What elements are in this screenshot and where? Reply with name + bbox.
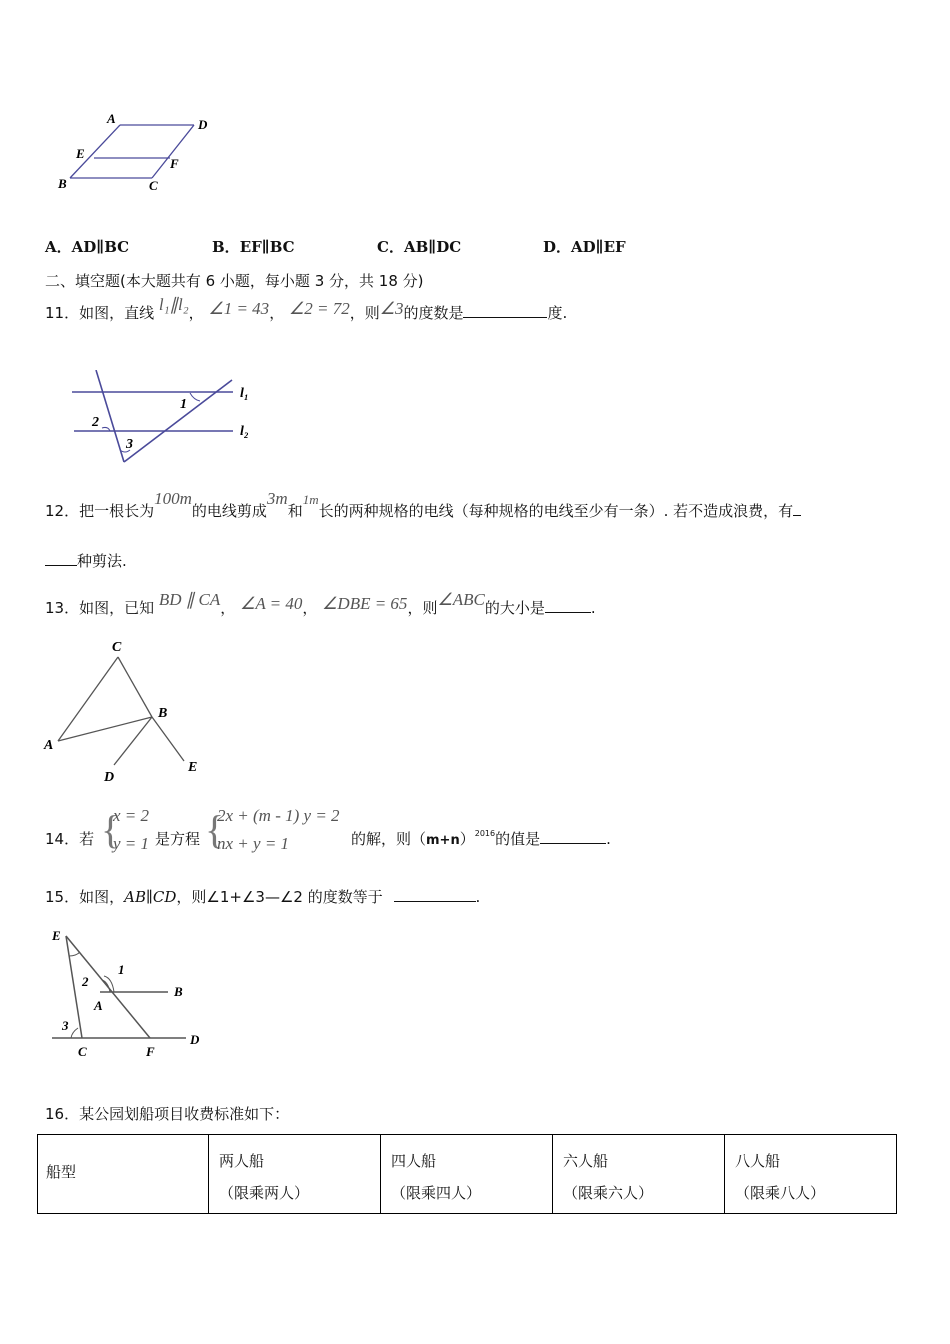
figure-q10-parallelogram [52, 110, 222, 200]
table-header-cell: 船型 [38, 1135, 209, 1214]
label-3: 3 [62, 1018, 69, 1033]
q13-answer-blank[interactable] [545, 598, 591, 613]
section-2-header: 二、填空题(本大题共有 6 小题，每小题 3 分，共 18 分) [45, 272, 424, 290]
label-1: 1 [118, 962, 125, 977]
segment-be [152, 717, 184, 761]
figure-q13-triangle [40, 635, 220, 785]
label-d: D [104, 770, 115, 785]
table-cell-four-person: 四人船 （限乘四人） [381, 1135, 553, 1214]
angle-1-arc [190, 393, 200, 401]
q14-answer-blank[interactable] [540, 829, 606, 844]
q14-m-plus-n: m+n [426, 833, 460, 848]
transversal-left [96, 370, 124, 462]
q14-system1-eq2: y = 1 [113, 834, 150, 853]
q12-math-3m: 3m [266, 489, 288, 508]
q11-prefix: 如图，直线 [79, 304, 155, 322]
q13-math-angle-abc: ∠ABC [437, 590, 485, 609]
table-cell-eight-person: 八人船 （限乘八人） [725, 1135, 897, 1214]
q13-math-parallel: BD ∥ CA [158, 590, 221, 609]
label-2: 2 [82, 974, 89, 989]
label-angle-1: 1 [180, 397, 187, 412]
label-a: A [44, 738, 54, 753]
q14-system1-eq1: x = 2 [113, 806, 150, 825]
label-f: F [146, 1044, 155, 1059]
q11-number: 11． [45, 304, 80, 322]
label-c: C [112, 640, 122, 655]
q14-exponent: 2016 [474, 829, 496, 838]
segment-bd [114, 717, 152, 765]
q10-option-d: D．AD∥EF [543, 238, 626, 256]
q13-math-angle-a: ∠A = 40 [240, 594, 303, 613]
q12-math-100m: 100m [154, 489, 192, 508]
q10-option-c: C．AB∥DC [377, 238, 462, 256]
label-angle-2: 2 [92, 415, 99, 430]
question-14: 14．若 { x = 2 y = 1 是方程 { 2x + (m - 1) y = 2 nx + y = 1 的解，则$(m+n)^{2016}$的值是 . [45, 806, 611, 853]
q11-math-angle1: ∠1 = 43 [208, 299, 270, 318]
segment-ef [66, 936, 150, 1038]
figure-q11-parallel-lines [68, 370, 268, 470]
q10-option-b: B．EF∥BC [212, 238, 295, 256]
label-l1: l₁ [240, 386, 249, 401]
q12-answer-blank-part1[interactable] [793, 501, 801, 516]
question-11: 11．如图，直线 l₁∥l₂， ∠1 = 43， ∠2 = 72，则∠3的度数是 度. [45, 295, 568, 322]
label-a: A [94, 998, 103, 1013]
label-e: E [52, 928, 61, 943]
q14-system2-eq1: 2x + (m - 1) y = 2 [217, 806, 340, 825]
label-b: B [58, 176, 67, 191]
label-d: D [190, 1032, 200, 1047]
boat-fee-table [37, 1134, 897, 1214]
table-row [38, 1135, 897, 1214]
question-15: 15．如图，AB∥CD，则∠1+∠3—∠2 的度数等于 . [45, 888, 481, 906]
q13-math-angle-dbe: ∠DBE = 65 [322, 594, 408, 613]
label-b: B [174, 984, 183, 999]
label-angle-3: 3 [126, 437, 133, 452]
label-l2: l₂ [240, 424, 249, 439]
label-e: E [76, 146, 85, 161]
label-b: B [158, 706, 168, 721]
q14-system2-eq2: nx + y = 1 [217, 834, 290, 853]
q11-math-parallel: l₁∥l₂ [158, 295, 189, 314]
table-cell-two-person: 两人船 （限乘两人） [209, 1135, 381, 1214]
q11-math-angle2: ∠2 = 72 [288, 299, 350, 318]
q12-answer-blank-part2[interactable] [45, 551, 77, 566]
q15-answer-blank[interactable] [394, 887, 476, 902]
label-e: E [188, 760, 198, 775]
table-cell-six-person: 六人船 （限乘六人） [553, 1135, 725, 1214]
label-c: C [78, 1044, 87, 1059]
q11-answer-blank[interactable] [463, 303, 547, 318]
segment-cb [118, 657, 152, 717]
question-12: 12．把一根长为100m的电线剪成3m和1m长的两种规格的电线（每种规格的电线至少有一条）. 若不造成浪费，有 [45, 500, 801, 521]
angle-2-arc [69, 952, 80, 956]
q14-system1-brace: { [101, 807, 121, 852]
question-13: 13．如图，已知 BD ∥ CA， ∠A = 40， ∠DBE = 65，则∠ABC的大小是 . [45, 590, 596, 617]
q14-system2-brace: { [205, 807, 225, 852]
label-a: A [107, 111, 116, 126]
label-f: F [170, 156, 179, 171]
q12-math-1m: 1m [302, 492, 319, 507]
figure-q15 [44, 922, 214, 1062]
label-c: C [149, 178, 158, 193]
q10-option-a: A．AD∥BC [45, 238, 130, 256]
q11-math-angle3: ∠3 [379, 299, 404, 318]
question-12-line2: 种剪法. [45, 550, 127, 571]
angle-3-arc [71, 1028, 78, 1038]
label-d: D [198, 117, 208, 132]
question-16: 16．某公园划船项目收费标准如下： [45, 1105, 290, 1123]
